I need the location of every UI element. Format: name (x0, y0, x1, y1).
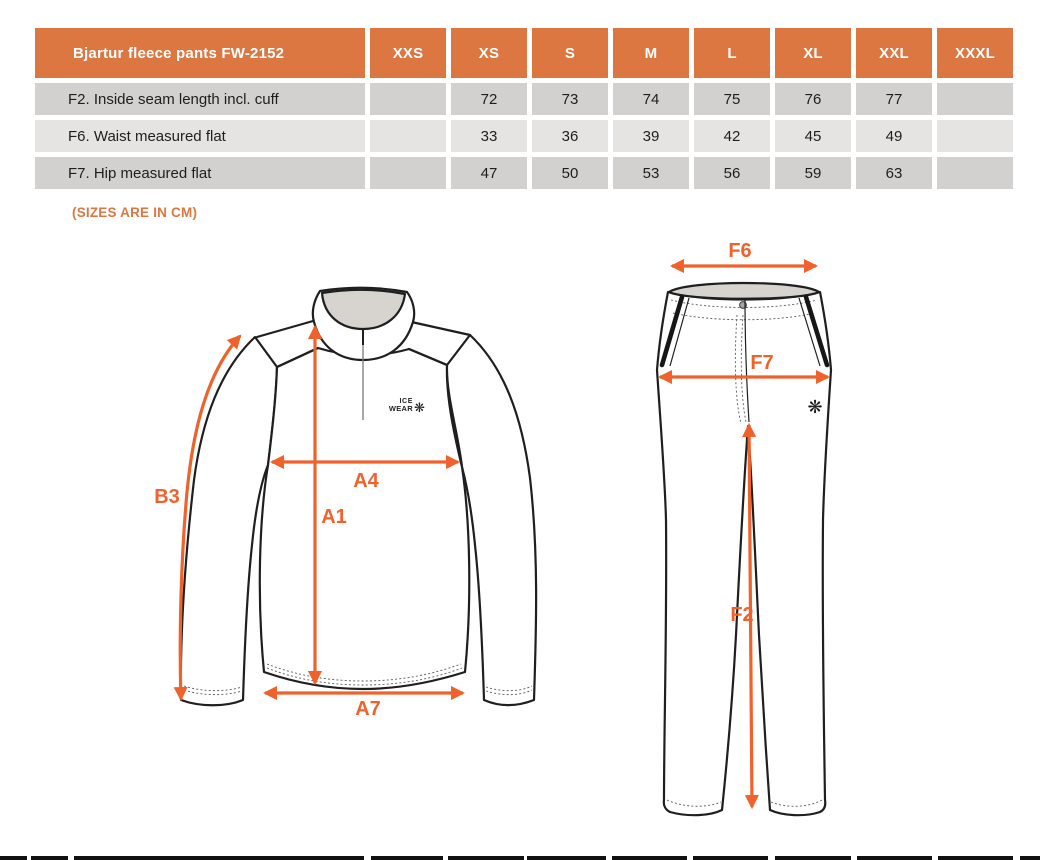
cutoff-table-border-segment (31, 856, 68, 860)
value-f2-s: 73 (532, 83, 608, 115)
cutoff-table-border-segment (527, 856, 606, 860)
pants-drawing (657, 240, 831, 815)
size-header-l: L (694, 28, 770, 78)
value-f6-s: 36 (532, 120, 608, 152)
waist-opening (669, 283, 819, 299)
torso (260, 348, 469, 689)
right-shoulder-seam (407, 321, 470, 335)
size-header-xxs: XXS (370, 28, 446, 78)
logo-text-ice: ICE (399, 398, 413, 405)
value-f2-xs: 72 (451, 83, 527, 115)
cutoff-table-border-segment (775, 856, 851, 860)
units-note: (SIZES ARE IN CM) (72, 205, 198, 220)
a1-label: A1 (321, 506, 347, 528)
cutoff-table-border-segment (693, 856, 768, 860)
fleece-top-drawing (154, 288, 536, 720)
size-header-xxl: XXL (856, 28, 932, 78)
row-label-f6: F6. Waist measured flat (35, 120, 365, 152)
value-f2-l: 75 (694, 83, 770, 115)
value-f6-xl: 45 (775, 120, 851, 152)
cutoff-table-border-segment (448, 856, 524, 860)
value-f7-xs: 47 (451, 157, 527, 189)
logo-snowflake-icon: ❋ (414, 400, 425, 415)
value-f7-xxl: 63 (856, 157, 932, 189)
value-f7-m: 53 (613, 157, 689, 189)
f7-label: F7 (750, 352, 774, 374)
value-f6-l: 42 (694, 120, 770, 152)
f2-label: F2 (730, 604, 754, 626)
value-f6-xs: 33 (451, 120, 527, 152)
cutoff-table-border-segment (371, 856, 443, 860)
row-label-f2: F2. Inside seam length incl. cuff (35, 83, 365, 115)
a7-label: A7 (355, 698, 381, 720)
row-label-f7: F7. Hip measured flat (35, 157, 365, 189)
pants-snowflake-icon: ❋ (807, 397, 823, 417)
table-title: Bjartur fleece pants FW-2152 (35, 28, 365, 78)
value-f6-xxl: 49 (856, 120, 932, 152)
cutoff-table-border-segment (74, 856, 364, 860)
logo-text-wear: WEAR (388, 404, 413, 413)
f6-label: F6 (728, 240, 752, 262)
value-f7-l: 56 (694, 157, 770, 189)
value-f2-m: 74 (613, 83, 689, 115)
size-header-xs: XS (451, 28, 527, 78)
cutoff-table-border-segment (938, 856, 1013, 860)
left-shoulder-seam (257, 321, 313, 337)
size-header-m: M (613, 28, 689, 78)
size-header-xl: XL (775, 28, 851, 78)
value-f2-xl: 76 (775, 83, 851, 115)
size-header-xxxl: XXXL (937, 28, 1013, 78)
cutoff-table-border-segment (1020, 856, 1040, 860)
value-f6-m: 39 (613, 120, 689, 152)
value-f2-xxl: 77 (856, 83, 932, 115)
value-f7-xl: 59 (775, 157, 851, 189)
cutoff-table-border-segment (612, 856, 687, 860)
cutoff-table-border-segment (0, 856, 27, 860)
pants-outline (657, 292, 831, 815)
b3-label: B3 (154, 486, 180, 508)
a4-label: A4 (353, 470, 379, 492)
cutoff-table-border-segment (857, 856, 932, 860)
value-f7-s: 50 (532, 157, 608, 189)
size-header-s: S (532, 28, 608, 78)
